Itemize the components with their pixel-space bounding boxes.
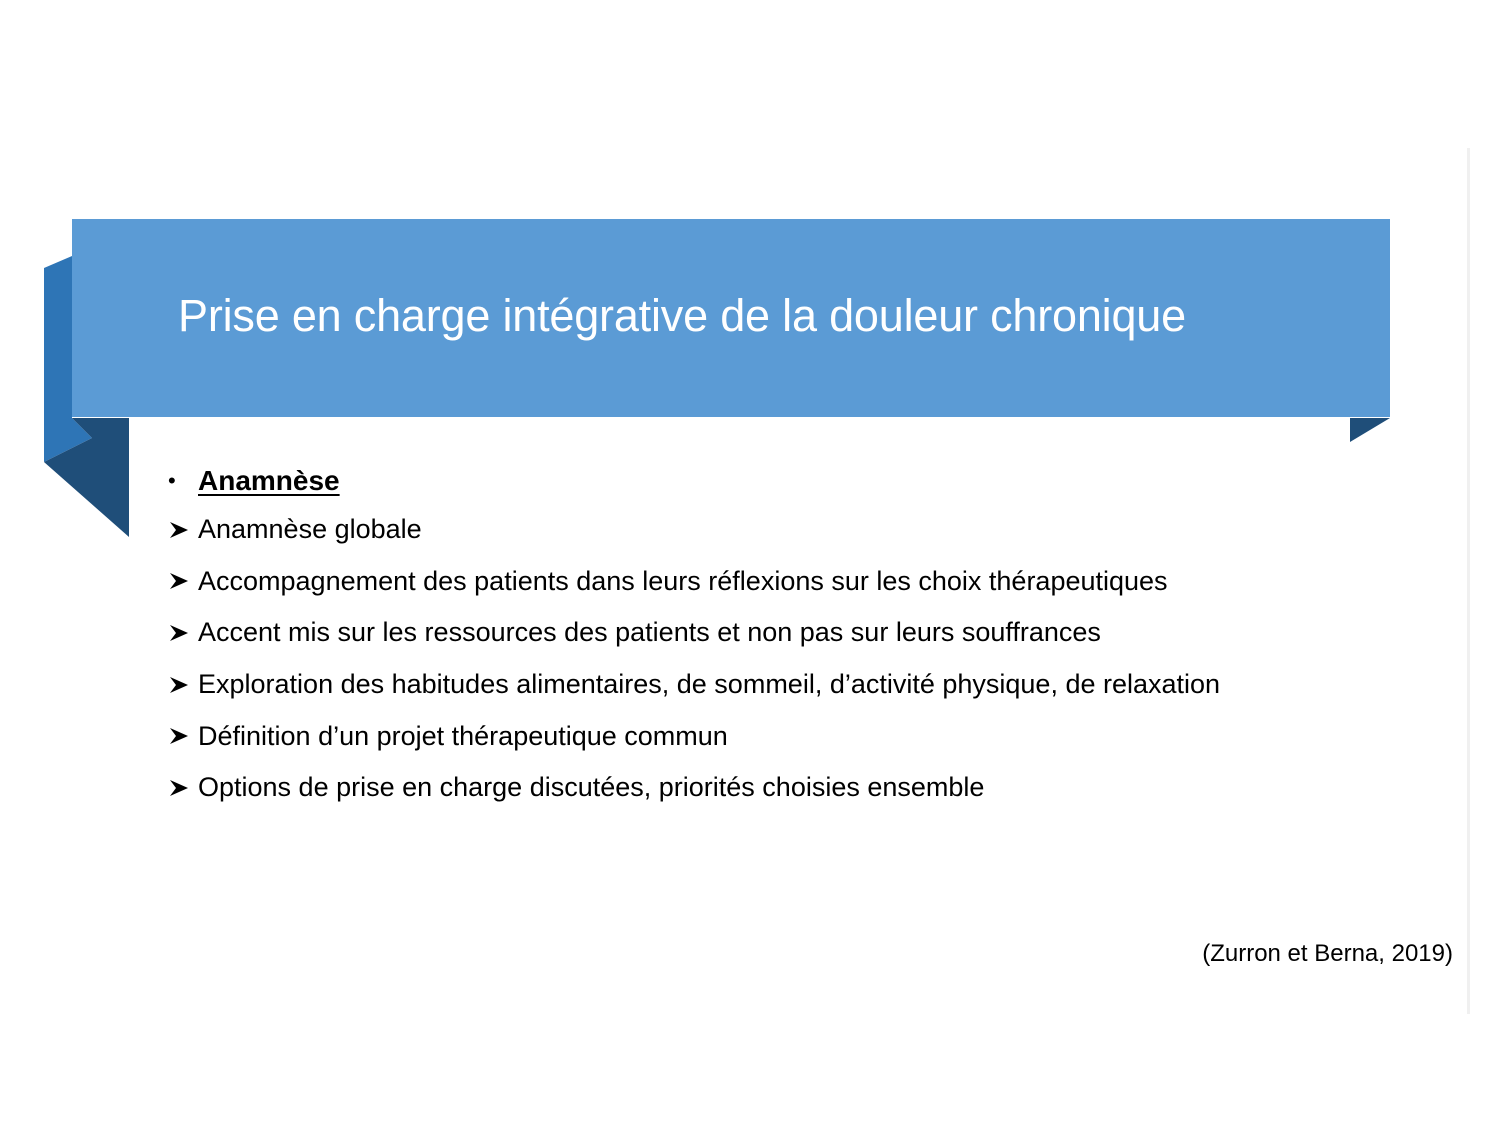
list-item-text: Définition d’un projet thérapeutique commun [198, 720, 728, 751]
list-item-text: Accent mis sur les ressources des patients et non pas sur leurs souffrances [198, 617, 1101, 648]
list-item [168, 556, 1368, 608]
list-item [168, 710, 1368, 762]
arrow-bullet-icon [168, 520, 198, 540]
list-item-text: Anamnèse globale [198, 514, 422, 545]
arrow-bullet-icon [168, 726, 198, 746]
list-item [168, 504, 1368, 556]
arrow-bullet-icon [168, 623, 198, 643]
ribbon-right-fold-dark [1350, 418, 1390, 442]
arrow-bullet-icon [168, 778, 198, 798]
citation: (Zurron et Berna, 2019) [1202, 940, 1453, 967]
section-heading-row [168, 458, 1368, 504]
item-list [168, 504, 1368, 814]
list-item [168, 659, 1368, 711]
list-item-text: Exploration des habitudes alimentaires, de sommeil, d’activité physique, de relaxation [198, 669, 1221, 700]
list-item [168, 607, 1368, 659]
arrow-bullet-icon [168, 571, 198, 591]
slide-title: Prise en charge intégrative de la douleur chronique [178, 290, 1186, 341]
list-item [168, 762, 1368, 814]
slide-content [168, 458, 1368, 814]
bullet-dot-icon: • [168, 468, 176, 493]
section-heading: Anamnèse [198, 465, 340, 496]
list-item-text: Accompagnement des patients dans leurs réflexions sur les choix thérapeutiques [198, 565, 1168, 596]
list-item-text: Options de prise en charge discutées, priorités choisies ensemble [198, 772, 985, 803]
arrow-bullet-icon [168, 675, 198, 695]
